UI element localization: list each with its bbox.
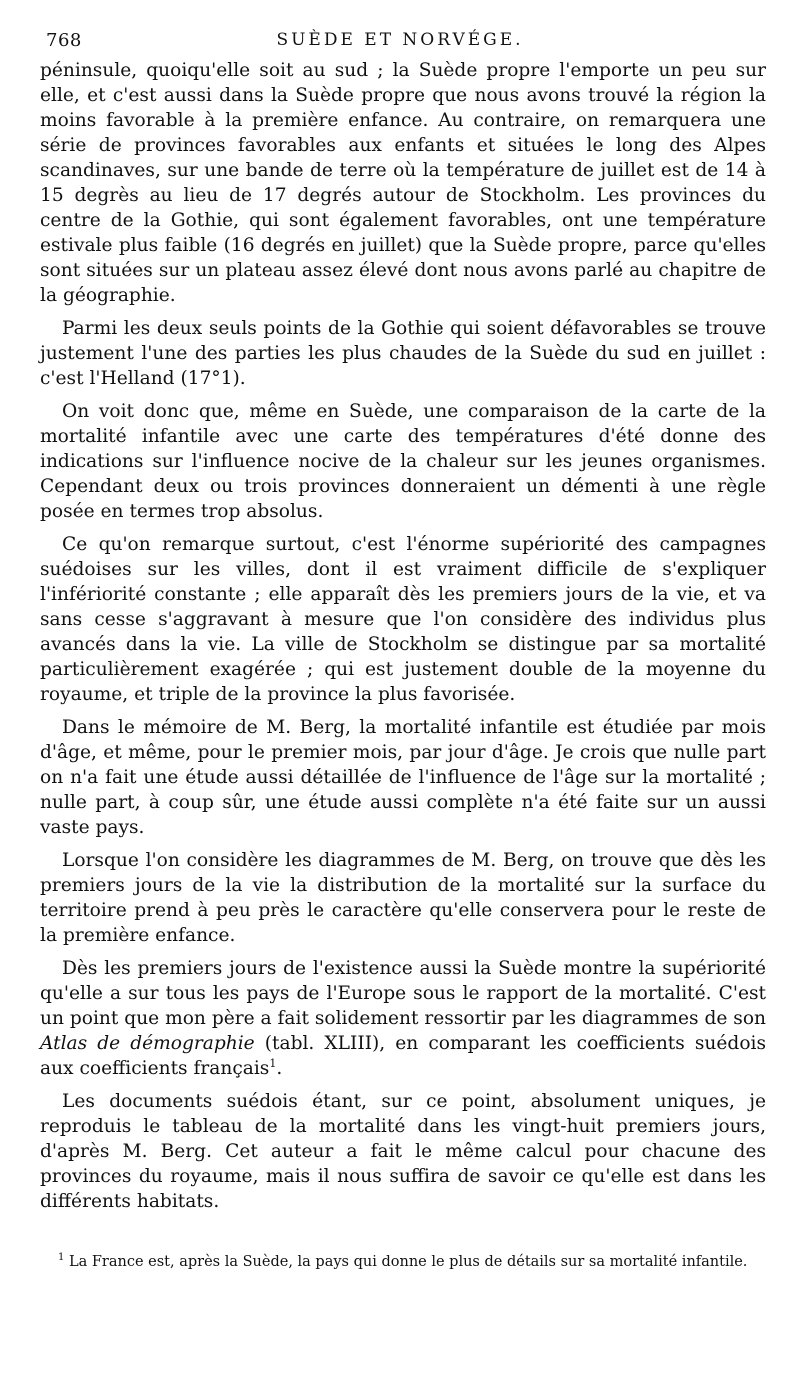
paragraph: Les documents suédois étant, sur ce point, absolument uniques, je reproduis le tableau de la mortalité dans les vingt-huit premiers jours, d'après M. Berg. Cet auteur a fait le même calcul pour chacune des provinces du royaume, mais il nous suffira de savoir ce qu'elle est dans les différents habitats.: [40, 1091, 766, 1212]
paragraph: Ce qu'on remarque surtout, c'est l'énorme supériorité des campagnes suédoises sur les villes, dont il est vraiment difficile de s'expliquer l'infériorité constante ; elle apparaît dès les premiers jours de la vie, et va sans cesse s'aggravant à mesure que l'on considère des individus plus avancés dans la vie. La ville de Stockholm se distingue par sa mortalité particulièrement exagérée ; qui est justement double de la moyenne du royaume, et triple de la province la plus favorisée.: [40, 534, 766, 705]
footnote-text: La France est, après la Suède, la pays qui donne le plus de détails sur sa mortalité infantile.: [64, 1254, 748, 1270]
footnotes: [40, 1252, 766, 1272]
page-number: 768: [46, 30, 82, 51]
paragraph: On voit donc que, même en Suède, une comparaison de la carte de la mortalité infantile avec une carte des températures d'été donne des indications sur l'influence nocive de la chaleur sur les jeunes organismes. Cependant deux ou trois provinces donneraient un démenti à une règle posée en termes trop absolus.: [40, 401, 766, 522]
page-header: [40, 24, 760, 58]
footnote: [40, 1252, 766, 1272]
paragraph-end: .: [276, 1058, 283, 1079]
atlas-title: Atlas de démographie: [40, 1033, 255, 1054]
paragraph-text: Dès les premiers jours de l'existence aussi la Suède montre la supériorité qu'elle a sur tous les pays de l'Europe sous le rapport de la mortalité. C'est un point que mon père a fait solidement ressortir par les diagrammes de son: [40, 958, 766, 1029]
footnote-ref: 1: [269, 1056, 277, 1070]
paragraph: Lorsque l'on considère les diagrammes de M. Berg, on trouve que dès les premiers jours de la vie la distribution de la mortalité sur la surface du territoire prend à peu près le caractère qu'elle conservera pour le reste de la première enfance.: [40, 850, 766, 946]
paragraph-text: (tabl. XLIII), en comparant les coefficients suédois aux coefficients français: [40, 1033, 766, 1079]
paragraph: Dans le mémoire de M. Berg, la mortalité infantile est étudiée par mois d'âge, et même, pour le premier mois, par jour d'âge. Je crois que nulle part on n'a fait une étude aussi détaillée de l'influence de l'âge sur la mortalité ; nulle part, à coup sûr, une étude aussi complète n'a été faite sur un aussi vaste pays.: [40, 717, 766, 838]
paragraph-with-note: [40, 956, 766, 1081]
body-text: [40, 58, 766, 1222]
paragraph: Parmi les deux seuls points de la Gothie qui soient défavorables se trouve justement l'une des parties les plus chaudes de la Suède du sud en juillet : c'est l'Helland (17°1).: [40, 318, 766, 389]
footnote-marker: 1: [58, 1252, 65, 1264]
running-title: SUÈDE ET NORVÉGE.: [276, 30, 524, 50]
paragraph: péninsule, quoiqu'elle soit au sud ; la Suède propre l'emporte un peu sur elle, et c'est aussi dans la Suède propre que nous avons trouvé la région la moins favorable à la première enfance. Au contraire, on remarquera une série de provinces favorables aux enfants et situées le long des Alpes scandinaves, sur une bande de terre où la température de juillet est de 14 à 15 degrès au lieu de 17 degrés autour de Stockholm. Les provinces du centre de la Gothie, qui sont également favorables, ont une température estivale plus faible (16 degrés en juillet) que la Suède propre, parce qu'elles sont situées sur un plateau assez élevé dont nous avons parlé au chapitre de la géographie.: [40, 60, 766, 306]
